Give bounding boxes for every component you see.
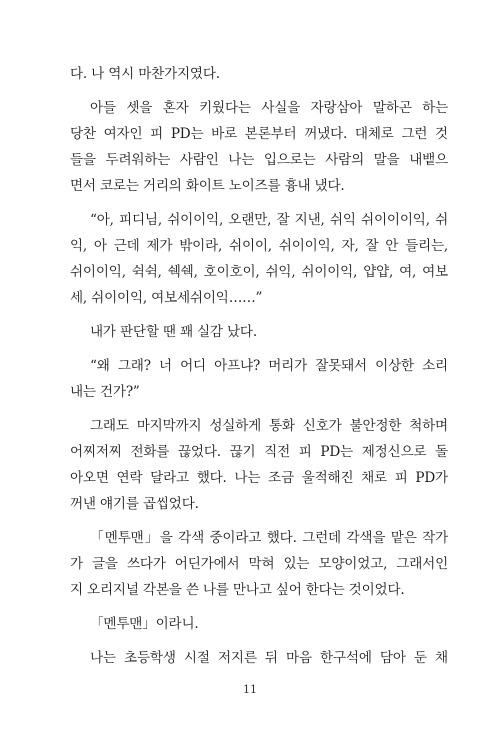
text-line: 그래도 마지막까지 성실하게 통화 신호가 불안정한 척하며	[90, 418, 448, 434]
text-line: 가 글을 쓰다가 어딘가에서 막혀 있는 모양이었고, 그래서인	[70, 556, 448, 572]
text-line: 세, 쉬이이익, 여보세쉬이익……”	[70, 290, 263, 306]
page-number: 11	[243, 683, 257, 696]
text-line: 들을 두려워하는 사람인 나는 입으로는 사람의 말을 내뱉으	[70, 152, 448, 168]
text-line: 「멘투맨」을 각색 중이라고 했다. 그런데 각색을 맡은 작가	[90, 530, 448, 546]
text-line: “왜 그래? 너 어디 아프냐? 머리가 잘못돼서 이상한 소리	[90, 358, 448, 374]
text-line: 아들 셋을 혼자 키웠다는 사실을 자랑삼아 말하곤 하는	[90, 100, 448, 116]
text-line: 「멘투맨」이라니.	[90, 616, 199, 632]
text-line: 어찌저찌 전화를 끊었다. 끊기 직전 피 PD는 제정신으로 돌	[70, 444, 448, 460]
text-line: 꺼낸 얘기를 곱씹었다.	[70, 496, 199, 512]
text-line: 아오면 연락 달라고 했다. 나는 조금 울적해진 채로 피 PD가	[70, 470, 448, 486]
text-line: 지 오리지널 각본을 쓴 나를 만나고 싶어 한다는 것이었다.	[70, 582, 405, 598]
text-line: 다. 나 역시 마찬가지였다.	[70, 66, 220, 82]
text-line: 내는 건가?”	[70, 384, 140, 400]
text-line: 익, 아 근데 제가 밖이라, 쉬이이, 쉬이이익, 자, 잘 안 들리는,	[70, 238, 448, 254]
text-line: 내가 판단할 땐 꽤 실감 났다.	[90, 324, 257, 340]
text-line: 당찬 여자인 피 PD는 바로 본론부터 꺼냈다. 대체로 그런 것	[70, 126, 448, 142]
text-line: 쉬이이익, 쉭쉭, 쉑쉑, 호이호이, 쉬익, 쉬이이익, 얍얍, 여, 여보	[70, 264, 448, 280]
text-line: 면서 코로는 거리의 화이트 노이즈를 흉내 냈다.	[70, 178, 345, 194]
text-line: 나는 초등학생 시절 저지른 뒤 마음 한구석에 담아 둔 채	[90, 650, 448, 666]
text-line: “아, 피디님, 쉬이이익, 오랜만, 잘 지낸, 쉬익 쉬이이이익, 쉬	[90, 212, 448, 228]
